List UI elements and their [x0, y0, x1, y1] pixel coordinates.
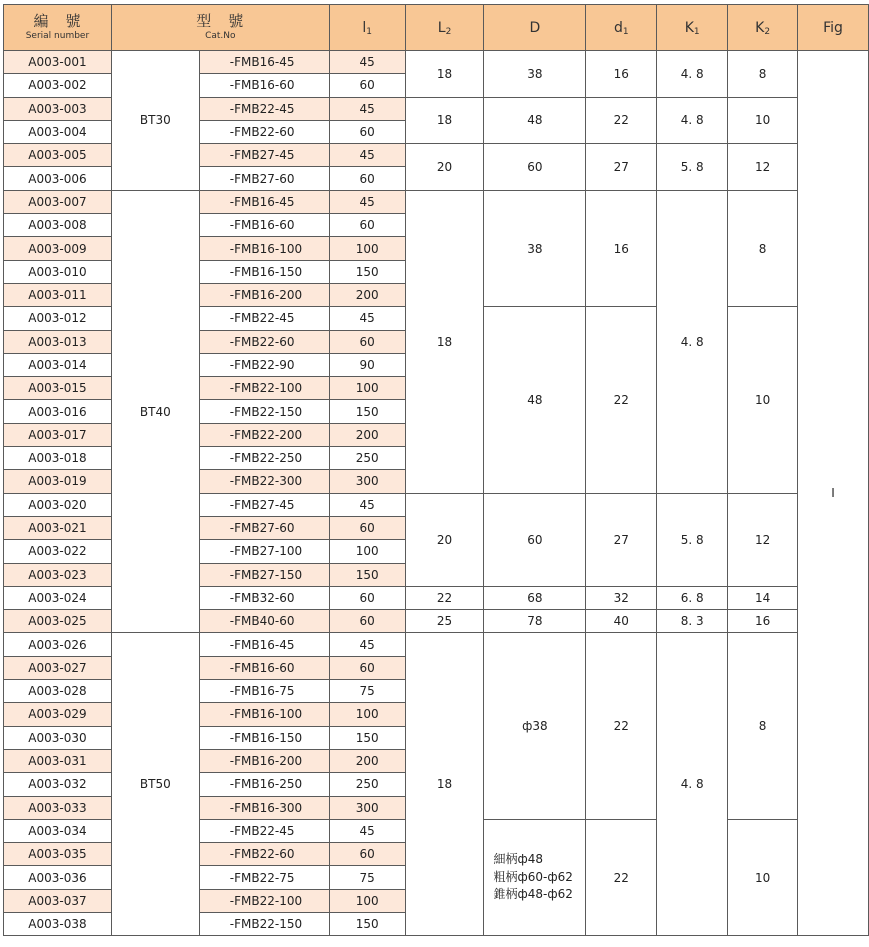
cat-no-cell: -FMB27-150	[199, 563, 329, 586]
holder-cell: BT40	[111, 190, 199, 633]
l1-cell: 45	[329, 493, 405, 516]
l1-cell: 150	[329, 260, 405, 283]
k-2-cell: 8	[728, 633, 798, 819]
k-2-cell: 12	[728, 493, 798, 586]
cat-no-cell: -FMB27-60	[199, 167, 329, 190]
cat-no-cell: -FMB32-60	[199, 586, 329, 609]
serial-number-cell: A003-023	[4, 563, 112, 586]
cat-no-cell: -FMB22-60	[199, 843, 329, 866]
fig-cell: I	[798, 51, 869, 936]
serial-number-cell: A003-036	[4, 866, 112, 889]
d-1-cell: 22	[586, 307, 657, 493]
d-1-cell: 27	[586, 144, 657, 191]
serial-number-cell: A003-011	[4, 283, 112, 306]
k-2-cell: 8	[728, 190, 798, 306]
serial-number-cell: A003-004	[4, 120, 112, 143]
header-k2: $K_2$	[728, 5, 798, 51]
d-1-cell: 40	[586, 610, 657, 633]
cat-no-cell: -FMB16-300	[199, 796, 329, 819]
serial-number-cell: A003-019	[4, 470, 112, 493]
d-1-cell: 22	[586, 633, 657, 819]
l1-cell: 60	[329, 120, 405, 143]
l1-cell: 45	[329, 819, 405, 842]
l1-cell: 100	[329, 540, 405, 563]
serial-number-cell: A003-031	[4, 749, 112, 772]
cat-no-cell: -FMB22-60	[199, 330, 329, 353]
cat-no-cell: -FMB22-45	[199, 97, 329, 120]
l1-cell: 60	[329, 330, 405, 353]
l-2-cell: 20	[405, 144, 484, 191]
cat-no-cell: -FMB22-150	[199, 912, 329, 935]
serial-number-cell: A003-024	[4, 586, 112, 609]
l1-cell: 60	[329, 843, 405, 866]
l1-cell: 60	[329, 214, 405, 237]
serial-number-cell: A003-009	[4, 237, 112, 260]
l1-cell: 200	[329, 283, 405, 306]
cat-no-cell: -FMB16-45	[199, 51, 329, 74]
k-1-cell: 6. 8	[657, 586, 728, 609]
cat-no-cell: -FMB27-60	[199, 516, 329, 539]
d-1-cell: 27	[586, 493, 657, 586]
cat-no-cell: -FMB22-250	[199, 447, 329, 470]
l1-cell: 75	[329, 866, 405, 889]
d-note-line: 粗柄ф60-ф62	[493, 869, 573, 884]
serial-number-cell: A003-016	[4, 400, 112, 423]
l1-cell: 60	[329, 586, 405, 609]
serial-number-cell: A003-029	[4, 703, 112, 726]
cat-no-cell: -FMB22-45	[199, 819, 329, 842]
d-cell: 60	[484, 493, 586, 586]
serial-number-cell: A003-006	[4, 167, 112, 190]
serial-number-cell: A003-017	[4, 423, 112, 446]
l1-cell: 300	[329, 796, 405, 819]
serial-number-cell: A003-015	[4, 377, 112, 400]
serial-number-cell: A003-033	[4, 796, 112, 819]
cat-no-cell: -FMB22-45	[199, 307, 329, 330]
cat-no-cell: -FMB16-45	[199, 190, 329, 213]
cat-no-cell: -FMB16-75	[199, 680, 329, 703]
l1-cell: 200	[329, 423, 405, 446]
d-1-cell: 22	[586, 97, 657, 144]
l-2-cell: 18	[405, 190, 484, 493]
d-1-cell: 22	[586, 819, 657, 935]
l1-cell: 45	[329, 633, 405, 656]
l-2-cell: 18	[405, 633, 484, 936]
l1-cell: 90	[329, 353, 405, 376]
l1-cell: 60	[329, 656, 405, 679]
k-2-cell: 10	[728, 819, 798, 935]
l1-cell: 45	[329, 190, 405, 213]
l1-cell: 45	[329, 51, 405, 74]
l1-cell: 150	[329, 400, 405, 423]
d-1-cell: 32	[586, 586, 657, 609]
k-2-cell: 8	[728, 51, 798, 98]
d-cell: 48	[484, 97, 586, 144]
serial-number-cell: A003-027	[4, 656, 112, 679]
l1-cell: 60	[329, 74, 405, 97]
k-2-cell: 12	[728, 144, 798, 191]
cat-no-cell: -FMB16-150	[199, 260, 329, 283]
d-note-line: 細柄ф48	[493, 852, 544, 867]
cat-no-cell: -FMB27-45	[199, 144, 329, 167]
l-2-cell: 25	[405, 610, 484, 633]
d-cell: ф38	[484, 633, 586, 819]
d-cell: 78	[484, 610, 586, 633]
l-2-cell: 20	[405, 493, 484, 586]
cat-no-cell: -FMB22-100	[199, 377, 329, 400]
l1-cell: 60	[329, 516, 405, 539]
l-2-cell: 22	[405, 586, 484, 609]
header-l2: $L_2$	[405, 5, 484, 51]
cat-no-cell: -FMB16-100	[199, 237, 329, 260]
holder-cell: BT50	[111, 633, 199, 936]
serial-number-cell: A003-022	[4, 540, 112, 563]
header-serial: 編 號 Serial number	[4, 5, 112, 51]
cat-no-cell: -FMB22-90	[199, 353, 329, 376]
serial-number-cell: A003-020	[4, 493, 112, 516]
serial-number-cell: A003-013	[4, 330, 112, 353]
cat-no-cell: -FMB27-45	[199, 493, 329, 516]
cat-no-cell: -FMB27-100	[199, 540, 329, 563]
cat-no-cell: -FMB16-60	[199, 74, 329, 97]
serial-number-cell: A003-038	[4, 912, 112, 935]
k-1-cell: 4. 8	[657, 97, 728, 144]
cat-no-cell: -FMB16-100	[199, 703, 329, 726]
cat-no-cell: -FMB22-100	[199, 889, 329, 912]
l1-cell: 45	[329, 307, 405, 330]
d-cell: 48	[484, 307, 586, 493]
l1-cell: 150	[329, 726, 405, 749]
serial-number-cell: A003-035	[4, 843, 112, 866]
serial-number-cell: A003-037	[4, 889, 112, 912]
d-note-line: 錐柄ф48-ф62	[493, 887, 573, 902]
d-cell: 38	[484, 51, 586, 98]
serial-number-cell: A003-014	[4, 353, 112, 376]
d-1-cell: 16	[586, 51, 657, 98]
d-cell: 68	[484, 586, 586, 609]
cat-no-cell: -FMB16-60	[199, 656, 329, 679]
serial-number-cell: A003-018	[4, 447, 112, 470]
d-1-cell: 16	[586, 190, 657, 306]
header-cat-no: 型 號 Cat.No	[111, 5, 329, 51]
serial-number-cell: A003-001	[4, 51, 112, 74]
l1-cell: 45	[329, 144, 405, 167]
serial-number-cell: A003-032	[4, 773, 112, 796]
serial-number-cell: A003-008	[4, 214, 112, 237]
k-2-cell: 14	[728, 586, 798, 609]
cat-no-cell: -FMB40-60	[199, 610, 329, 633]
serial-number-cell: A003-002	[4, 74, 112, 97]
l-2-cell: 18	[405, 51, 484, 98]
header-fig: Fig	[798, 5, 869, 51]
serial-number-cell: A003-010	[4, 260, 112, 283]
serial-number-cell: A003-028	[4, 680, 112, 703]
serial-number-cell: A003-021	[4, 516, 112, 539]
serial-number-cell: A003-007	[4, 190, 112, 213]
header-d: D	[484, 5, 586, 51]
cat-no-cell: -FMB16-200	[199, 283, 329, 306]
serial-number-cell: A003-025	[4, 610, 112, 633]
l1-cell: 75	[329, 680, 405, 703]
cat-no-cell: -FMB22-200	[199, 423, 329, 446]
k-2-cell: 10	[728, 97, 798, 144]
table-row	[4, 190, 869, 213]
l1-cell: 300	[329, 470, 405, 493]
l1-cell: 100	[329, 237, 405, 260]
l1-cell: 45	[329, 97, 405, 120]
cat-no-cell: -FMB16-60	[199, 214, 329, 237]
header-l1: $l_1$	[329, 5, 405, 51]
serial-number-cell: A003-003	[4, 97, 112, 120]
cat-no-cell: -FMB22-150	[199, 400, 329, 423]
l1-cell: 100	[329, 703, 405, 726]
l-2-cell: 18	[405, 97, 484, 144]
l1-cell: 100	[329, 889, 405, 912]
serial-number-cell: A003-030	[4, 726, 112, 749]
cat-no-cell: -FMB16-150	[199, 726, 329, 749]
header-row	[4, 5, 869, 51]
holder-cell: BT30	[111, 51, 199, 191]
d-cell: 38	[484, 190, 586, 306]
serial-number-cell: A003-012	[4, 307, 112, 330]
table-row	[4, 633, 869, 656]
k-2-cell: 16	[728, 610, 798, 633]
k-1-cell: 4. 8	[657, 51, 728, 98]
serial-number-cell: A003-005	[4, 144, 112, 167]
l1-cell: 150	[329, 912, 405, 935]
cat-no-cell: -FMB22-75	[199, 866, 329, 889]
k-1-cell: 8. 3	[657, 610, 728, 633]
spec-table	[3, 4, 869, 936]
k-2-cell: 10	[728, 307, 798, 493]
cat-no-cell: -FMB22-60	[199, 120, 329, 143]
cat-no-cell: -FMB16-200	[199, 749, 329, 772]
header-k1: $K_1$	[657, 5, 728, 51]
l1-cell: 100	[329, 377, 405, 400]
l1-cell: 200	[329, 749, 405, 772]
d-cell: 60	[484, 144, 586, 191]
l1-cell: 250	[329, 447, 405, 470]
l1-cell: 250	[329, 773, 405, 796]
cat-no-cell: -FMB16-250	[199, 773, 329, 796]
k-1-cell: 5. 8	[657, 144, 728, 191]
l1-cell: 60	[329, 610, 405, 633]
k-1-cell: 5. 8	[657, 493, 728, 586]
k-1-cell: 4. 8	[657, 190, 728, 493]
k-1-cell: 4. 8	[657, 633, 728, 936]
header-d1: $d_1$	[586, 5, 657, 51]
table-row	[4, 51, 869, 74]
cat-no-cell: -FMB22-300	[199, 470, 329, 493]
cat-no-cell: -FMB16-45	[199, 633, 329, 656]
d-note-cell	[484, 819, 586, 935]
l1-cell: 150	[329, 563, 405, 586]
serial-number-cell: A003-026	[4, 633, 112, 656]
l1-cell: 60	[329, 167, 405, 190]
serial-number-cell: A003-034	[4, 819, 112, 842]
